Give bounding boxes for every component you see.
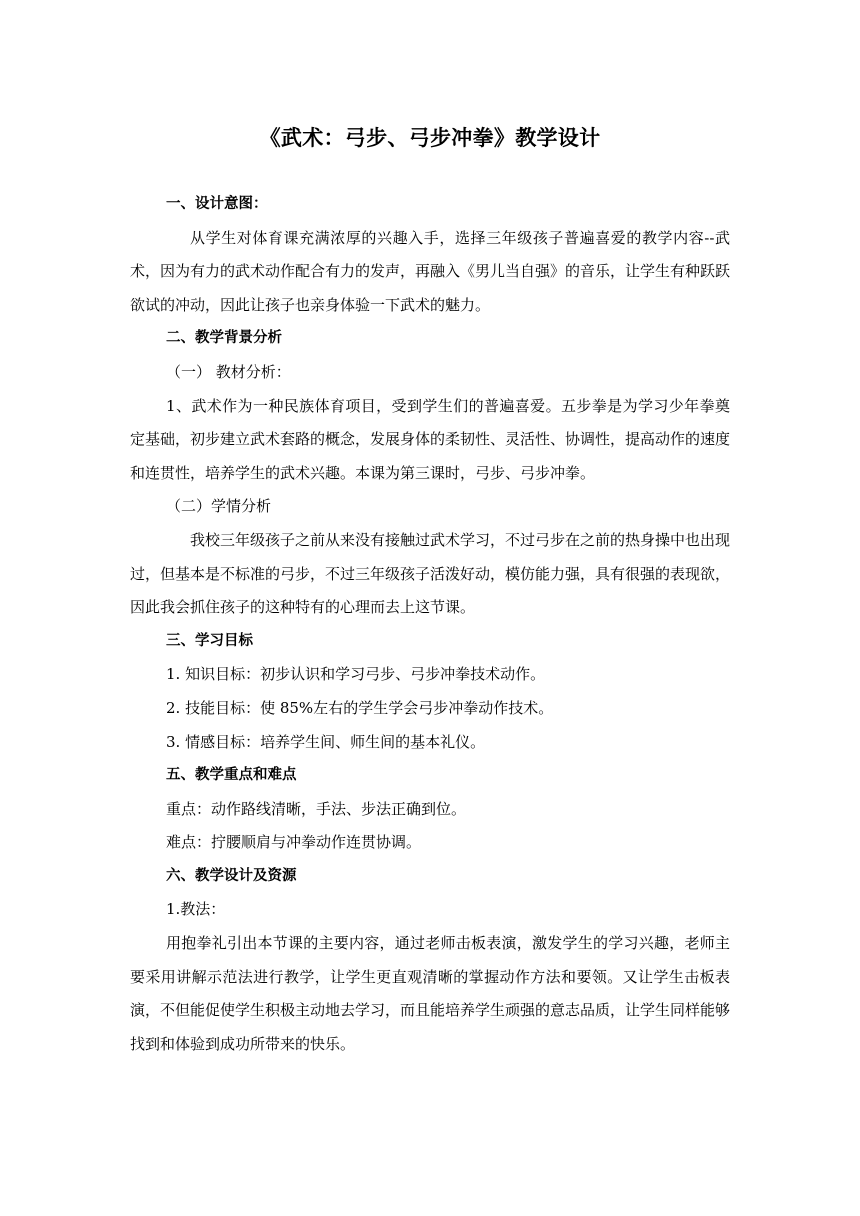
subheading-learner-analysis: （二）学情分析 [166,497,272,516]
key-point-text: 重点：动作路线清晰，手法、步法正确到位。 [166,799,467,818]
section-heading-background: 二、教学背景分析 [166,330,282,347]
learner-analysis-paragraph: 我校三年级孩子之前从来没有接触过武术学习，不过弓步在之前的热身操中也出现过，但基本是不标准的弓步，不过三年级孩子活泼好动，模仿能力强，具有很强的表现欲，因此我会抓住孩子的这种特有的心理而去上这节课。 [130,530,731,617]
section-heading-teaching-design: 六、教学设计及资源 [166,867,297,884]
learning-goal-knowledge: 1. 知识目标：初步认识和学习弓步、弓步冲拳技术动作。 [166,665,546,684]
teaching-method-paragraph: 用抱拳礼引出本节课的主要内容，通过老师击板表演，激发学生的学习兴趣，老师主要采用讲解示范法进行教学，让学生更直观清晰的掌握动作方法和要领。又让学生击板表演，不但能促使学生积极主动地去学习，而且能培养学生顽强的意志品质，让学生同样能够找到和体验到成功所带来的快乐。 [130,934,731,1053]
material-analysis-paragraph: 1、武术作为一种民族体育项目，受到学生们的普遍喜爱。五步拳是为学习少年拳奠定基础，初步建立武术套路的概念，发展身体的柔韧性、灵活性、协调性，提高动作的速度和连贯性，培养学生的武术兴趣。本课为第三课时，弓步、弓步冲拳。 [130,396,731,482]
difficulty-text: 难点：拧腰顺肩与冲拳动作连贯协调。 [166,833,422,852]
learning-goal-emotion: 3. 情感目标：培养学生间、师生间的基本礼仪。 [166,732,486,751]
document-body [130,188,730,1061]
design-intent-paragraph: 从学生对体育课充满浓厚的兴趣入手，选择三年级孩子普遍喜爱的教学内容--武术，因为有力的武术动作配合有力的发声，再融入《男儿当自强》的音乐，让学生有种跃跃欲试的冲动，因此让孩子也亲身体验一下武术的魅力。 [130,228,731,314]
document-title: 《武术：弓步、弓步冲拳》教学设计 [259,126,601,150]
section-heading-learning-goals: 三、学习目标 [166,632,253,649]
subheading-material-analysis: （一） 教材分析： [166,362,291,381]
section-heading-key-points: 五、教学重点和难点 [166,767,297,784]
teaching-method-label: 1.教法： [166,900,226,919]
section-heading-design-intent: 一、设计意图： [166,196,268,212]
learning-goal-skill: 2. 技能目标：使 85%左右的学生学会弓步冲拳动作技术。 [166,698,554,717]
